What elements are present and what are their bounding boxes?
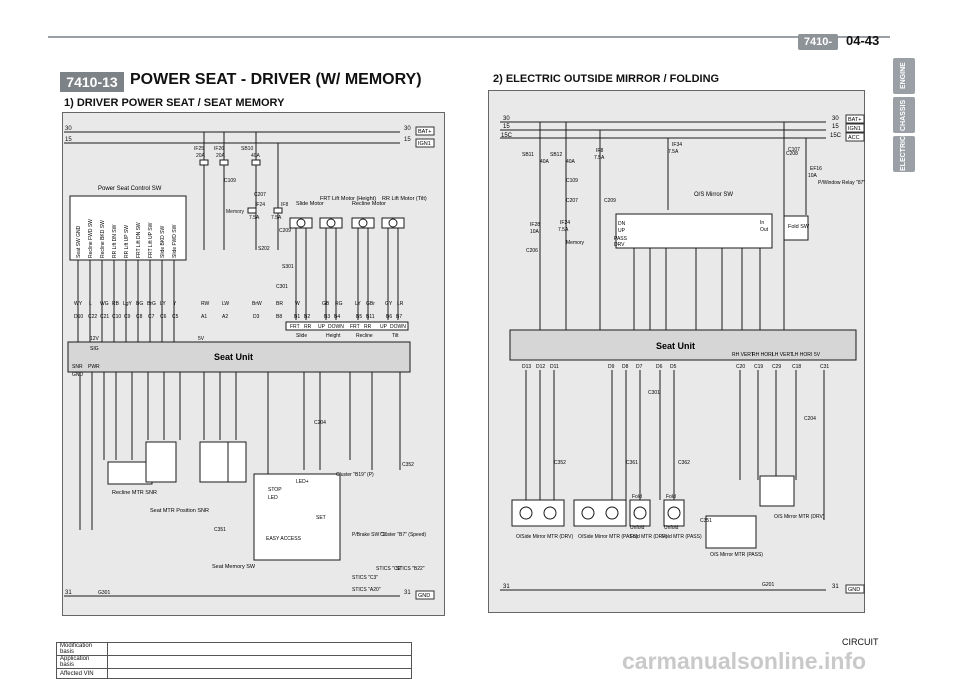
fuse-if28: IF28 [530,222,541,228]
motor-slide-label: Slide Motor [296,201,324,207]
fuse-if34-rating: 7.5A [668,149,679,155]
footer-table [56,642,412,679]
fold-sw-label: Fold SW [788,224,810,230]
r-conn-c109: C109 [566,178,578,184]
su-c18: C18 [792,364,802,370]
r-conn-c204: C204 [804,416,816,422]
r-badge-ign1: IGN1 [848,126,861,132]
footer-app-basis: Application basis [57,656,108,669]
su-d12: D12 [536,364,546,370]
fuse-if24-r-rating: 7.5A [558,227,569,233]
wire-rg: RG [335,301,343,307]
su-c19: C19 [754,364,764,370]
right-rail-30-r: 30 [832,116,839,122]
r-conn-c107: C107 [788,147,800,153]
fuse-ef16: EF16 [810,166,822,172]
wire-lw: LW [222,301,230,307]
su-d6: D6 [656,364,663,370]
seat-unit-right-label: Seat Unit [656,341,696,351]
pin-b6: B6 [386,314,393,320]
wire-wg: WG [100,301,109,307]
page-title: POWER SEAT - DRIVER (W/ MEMORY) [130,71,422,88]
conn-c109: C109 [224,178,236,184]
out-mirror-pass: O/Side Mirror MTR (PASS) [578,534,638,540]
seat-unit-right-pins [522,364,829,370]
left-rail-30-r: 30 [404,126,411,132]
mb-4: DOWN [328,324,344,330]
su-rh-hori: RH HORI [752,352,774,358]
page-number: 04-43 [846,33,880,48]
badge-ign1: IGN1 [418,141,431,147]
conn-c209: C209 [279,228,291,234]
mb-3: UP [318,324,325,330]
fuse-sb12-rating: 40A [566,159,575,165]
su-c20: C20 [736,364,746,370]
memory-sw-box [254,474,340,560]
r-badge-bat: BAT+ [848,117,862,123]
fuse-sb10-rating: 40A [251,153,260,159]
position-snr-boxes [146,442,246,482]
sw-label-2: Recline FWD SW [88,219,94,258]
left-stics [336,472,426,593]
unfold-label-2: Unfold [664,525,679,531]
badge-gnd: GND [418,593,431,599]
pbrake-sw: P/Brake SW "1" [352,532,387,538]
msw-set: SET [316,515,326,521]
motor-recline-label: Recline Motor [352,201,386,207]
conn-c207: C207 [254,192,266,198]
msw-stop: STOP [268,487,282,493]
right-rail-15c-r: 15C [830,133,842,139]
wire-gb: GB [322,301,330,307]
mb-8: DOWN [390,324,406,330]
wire-br: BR [276,301,283,307]
fuse-if8-r: IF8 [596,148,604,154]
sig-sig: SIG [90,346,99,352]
pin-a1: A1 [201,314,208,320]
stics-a20: STICS "A20" [352,587,381,593]
wire-brw: BrW [252,301,262,307]
cluster-b7: Cluster "B7" (Speed) [380,532,427,538]
left-rail-30: 30 [65,126,72,132]
wire-rw: RW [201,301,210,307]
sw-label-1: Seat SW GND [76,225,82,258]
pin-d3: D3 [253,314,260,320]
out-os-drv: O/S Mirror MTR (DRV) [774,514,825,520]
wire-l: L [89,301,92,307]
pin-b2: B2 [304,314,311,320]
msw-out: Out [760,227,769,233]
right-rail-30: 30 [503,116,510,122]
tab-electric[interactable]: ELECTRIC [893,136,915,172]
motor-tilt-label: RR Lift Motor (Tilt) [382,196,427,202]
msw-dn: DN [618,221,626,227]
fuse-if24-r: IF24 [560,220,571,226]
seat-unit-right-header [732,352,821,358]
pin-c7: C7 [148,314,155,320]
fuse-if28-rating: 10A [530,229,539,235]
pin-c22: C22 [88,314,98,320]
pin-c21: C21 [100,314,110,320]
mb-sub-4: Tilt [392,333,399,339]
fuse-if8-rating: 7.5A [271,215,282,221]
sw-label-3: Recline BKD SW [100,220,106,258]
fuse-if8-r-rating: 7.5A [594,155,605,161]
su-d7: D7 [636,364,643,370]
circuit-label: CIRCUIT [842,637,879,647]
section-right-title: 2) ELECTRIC OUTSIDE MIRROR / FOLDING [493,73,720,85]
stics-b22: STICS "B22" [396,566,425,572]
conn-s301: S301 [282,264,294,270]
wire-ly2: LY [355,301,361,307]
mb-sub-1: Slide [296,333,308,339]
tab-engine[interactable]: ENGINE [893,58,915,94]
mb-sub-3: Recline [356,333,373,339]
wire-lr: LR [397,301,404,307]
sig-gnd: GND [72,372,84,378]
position-snr-label: Seat MTR Position SNR [150,508,209,514]
r-badge-gnd: GND [848,587,861,593]
sw-label-5: RR Lift UP SW [124,225,130,258]
sw-label-8: Slide BKD SW [160,225,166,258]
right-rail-31-r: 31 [832,584,839,590]
out-os-pass: O/S Mirror MTR (PASS) [710,552,763,558]
section-badge: 7410-13 [798,34,838,50]
mirror-sw-wires [634,248,760,330]
fuse-if34: IF34 [672,142,683,148]
r-conn-g201: G201 [762,582,775,588]
left-pin-row [74,314,402,320]
fuse-ef16-rating: 10A [808,173,817,179]
msw-drv: DRV [614,242,625,248]
sw-label-9: Slide FWD SW [172,224,178,258]
msw-in: In [760,220,765,226]
pin-b5: B5 [356,314,363,320]
out-mirror-drv: O/Side Mirror MTR (DRV) [516,534,574,540]
conn-c351: C351 [214,527,226,533]
section-left-title: 1) DRIVER POWER SEAT / SEAT MEMORY [64,97,285,109]
fuse-sb11: SB11 [522,152,534,158]
pin-b4: B4 [334,314,341,320]
conn-s202: S202 [258,246,270,252]
pin-c8: C8 [136,314,143,320]
su-c29: C29 [772,364,782,370]
mb-1: FRT [290,324,300,330]
sw-label-7: FRT Lift UP SW [148,222,154,258]
control-sw-label: Power Seat Control SW [98,186,162,192]
pin-c10: C10 [112,314,122,320]
mb-2: RR [304,324,312,330]
r-conn-c208: C208 [786,151,798,157]
left-wire-colors [74,301,404,307]
r-conn-c351: C351 [700,518,712,524]
pin-c5: C5 [172,314,179,320]
r-conn-c209: C209 [604,198,616,204]
r-conn-c361: C361 [626,460,638,466]
msw-up: UP [618,228,625,234]
recline-snr-label: Recline MTR SNR [112,490,157,496]
wire-brg: BrG [147,301,156,307]
r-conn-c352: C352 [554,460,566,466]
sw-label-6: FRT Lift DN SW [136,222,142,258]
su-d5: D5 [670,364,677,370]
msw-easy: EASY ACCESS [266,536,301,542]
fuse-sb12: SB12 [550,152,563,158]
fuse-sb10: SB10 [241,146,254,152]
fuse-if25: IF25 [194,146,205,152]
wire-gbr: GBr [366,301,375,307]
cluster-b19: Cluster "B19" (P) [336,472,374,478]
mirror-sw-label: O/S Mirror SW [694,192,733,198]
r-conn-c206: C206 [526,248,538,254]
su-lh-vert: LH VERT [772,352,794,358]
wire-lgy: LgY [123,301,132,307]
right-rail-15-r: 15 [832,124,839,130]
fuse-sb11-rating: 40A [540,159,549,165]
out-fold-drv: Fold MTR (DRV) [630,534,668,540]
fuse-if24: IF24 [255,202,266,208]
su-d8: D8 [622,364,629,370]
footer-affected-vin: Affected VIN [57,669,108,679]
motor-bar [286,322,408,339]
memory-sw-label: Seat Memory SW [212,564,256,570]
wire-rb: RB [112,301,119,307]
su-5v: 5V [814,352,821,358]
wire-ly: LY [160,301,166,307]
fuse-if24-rating: 7.5A [249,215,260,221]
fuse-if26: IF26 [214,146,225,152]
pin-c6: C6 [160,314,167,320]
wire-wy: WY [74,301,83,307]
wire-y: Y [173,301,177,307]
su-c31: C31 [820,364,830,370]
seat-unit-left-label: Seat Unit [214,352,254,362]
mb-7: UP [380,324,387,330]
pin-d10: D10 [74,314,84,320]
pin-b3: B3 [324,314,331,320]
fuse-if26-rating: 20A [216,153,225,159]
memory-label-left: Memory [226,209,245,215]
pin-b11: B11 [366,314,375,320]
right-rail-31: 31 [503,584,510,590]
badge-bat: BAT+ [418,129,432,135]
su-d9: D9 [608,364,615,370]
left-rail-31-r: 31 [404,590,411,596]
pin-a2: A2 [222,314,229,320]
r-conn-c362: C362 [678,460,690,466]
msw-led-plus: LED+ [296,479,309,485]
conn-c204: C204 [314,420,326,426]
fold-label-2: Fold [666,494,676,500]
sw-label-4: RR Lift DN SW [112,224,118,258]
memory-label-right: Memory [566,240,585,246]
r-conn-c207: C207 [566,198,578,204]
conn-g301: G301 [98,590,111,596]
msw-led: LED [268,495,278,501]
conn-c301: C301 [276,284,288,290]
left-rail-15-r: 15 [404,137,411,143]
left-rail-15: 15 [65,137,72,143]
watermark: carmanualsonline.info [622,648,867,674]
out-fold-pass: Fold MTR (PASS) [662,534,702,540]
wire-bg: BG [136,301,144,307]
sig-12v: 12V [90,336,99,342]
mb-5: FRT [350,324,360,330]
sig-5v: 5V [198,336,205,342]
footer-mod-basis: Modification basis [57,643,108,656]
sig-snr: SNR [72,364,83,370]
su-d13: D13 [522,364,532,370]
r-badge-acc: ACC [848,135,860,141]
su-lh-hori: LH HORI [792,352,813,358]
su-rh-vert: RH VERT [732,352,754,358]
left-rail-31: 31 [65,590,72,596]
msw-pass: PASS [614,236,627,242]
conn-c352: C352 [402,462,414,468]
title-badge: 7410-13 [60,72,124,92]
wire-gy: GY [385,301,393,307]
unfold-label-1: Unfold [630,525,645,531]
pin-b1: B1 [294,314,301,320]
pin-b8: B8 [276,314,283,320]
stics-c6: STICS "C6" [376,566,403,572]
pin-c9: C9 [124,314,131,320]
fuse-if8: IF8 [281,202,289,208]
right-rail-15c: 15C [501,133,513,139]
sig-pwr: PWR [88,364,100,370]
pwindow-relay: P/Window Relay "87" [818,180,866,186]
motor-height-label: FRT Lift Motor (Height) [320,196,377,202]
pin-b7: B7 [396,314,403,320]
fold-label-1: Fold [632,494,642,500]
stics-c3: STICS "C3" [352,575,379,581]
mb-sub-2: Height [326,333,341,339]
fuse-if25-rating: 20A [196,153,205,159]
mirror-sw-box [616,214,772,248]
r-conn-c301: C301 [648,390,660,396]
recline-snr-box [108,462,152,484]
wire-w: W [295,301,300,307]
tab-chassis[interactable]: CHASSIS [893,97,915,133]
mb-6: RR [364,324,372,330]
su-d11: D11 [550,364,559,370]
right-rail-15: 15 [503,124,510,130]
